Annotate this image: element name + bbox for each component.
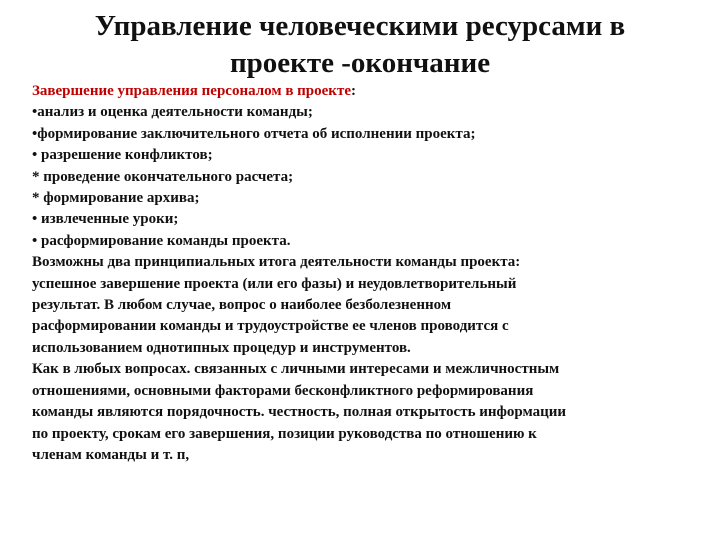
section-heading [32, 81, 692, 102]
body-line: • разрешение конфликтов; [32, 147, 213, 164]
body-line: * формирование архива; [32, 190, 200, 207]
body-line: •формирование заключительного отчета об исполнении проекта; [32, 125, 476, 142]
title-line-1: Управление человеческими ресурсами в [94, 10, 626, 42]
body-line: использованием однотипных процедур и инструментов. [32, 339, 411, 356]
body-line: по проекту, срокам его завершения, позиции руководства по отношению к [32, 425, 537, 442]
body-line: Возможны два принципиальных итога деятельности команды проекта: [32, 254, 521, 271]
body-line: членам команды и т. п, [32, 446, 190, 463]
body-line: Как в любых вопросах. связанных с личными интересами и межличностным [32, 361, 560, 378]
body-line: • расформирование команды проекта. [32, 232, 291, 249]
body-line: успешное завершение проекта (или его фазы) и неудовлетворительный [32, 275, 517, 292]
section-heading-colon: : [350, 83, 356, 99]
slide-body [32, 81, 692, 466]
body-line: расформировании команды и трудоустройстве ее членов проводится с [32, 318, 509, 335]
body-line: * проведение окончательного расчета; [32, 168, 294, 185]
body-line: •анализ и оценка деятельности команды; [32, 104, 313, 121]
body-line: отношениями, основными факторами бесконфликтного реформирования [32, 382, 534, 399]
body-line: команды являются порядочность. честность, полная открытость информации [32, 404, 567, 421]
body-line: • извлеченные уроки; [32, 211, 179, 228]
slide-title [40, 8, 680, 82]
title-line-2: проекте -окончание [229, 47, 491, 79]
body-line: результат. В любом случае, вопрос о наиболее безболезненном [32, 297, 452, 314]
section-heading-text: Завершение управления персоналом в проекте [32, 83, 351, 99]
